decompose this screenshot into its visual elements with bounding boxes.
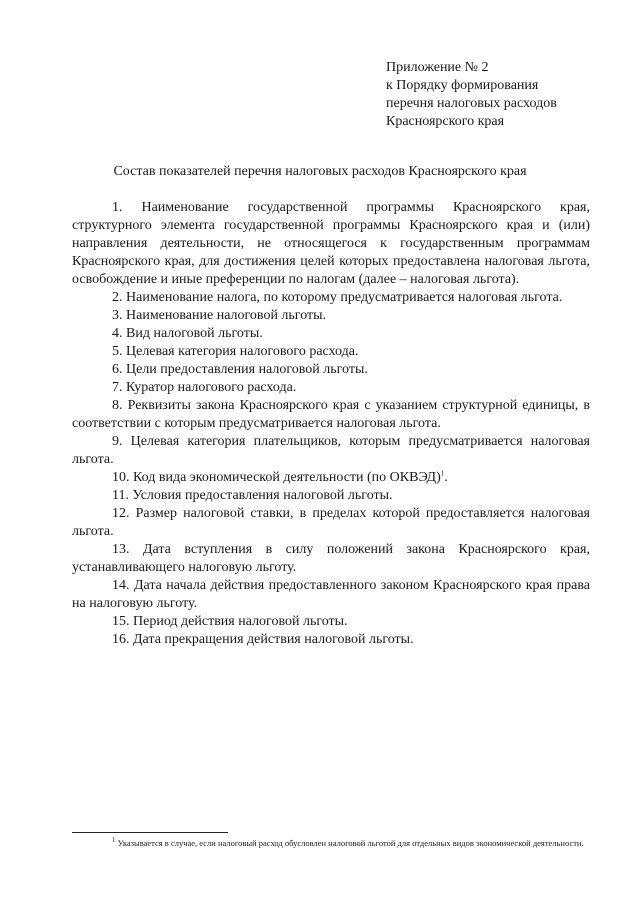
footnote-marker: 1 [112, 836, 116, 845]
list-item: 10. Код вида экономической деятельности (по ОКВЭД)$^1$. [112, 469, 448, 485]
list-item: 1. Наименование государственной программы Красноярского края, структурного элемента государственной программы Красноярского края и (или) направления деятельности, не относящегося к государственным программам Красноярского края, для достижения целей которых предоставлена налоговая льгота, освобождение и иные преференции по налогам (далее – налоговая льгота). [72, 200, 590, 287]
list-item: 6. Цели предоставления налоговой льготы. [112, 362, 368, 377]
indicator-list [72, 199, 590, 649]
list-item: 9. Целевая категория плательщиков, которым предусматривается налоговая льгота. [72, 434, 590, 467]
list-item: 7. Куратор налогового расхода. [112, 380, 297, 395]
list-item: 12. Размер налоговой ставки, в пределах которой предоставляется налоговая льгота. [72, 506, 590, 539]
appendix-line: перечня налоговых расходов [386, 96, 557, 111]
footnote-separator [72, 832, 228, 833]
list-item: 4. Вид налоговой льготы. [112, 326, 263, 341]
list-item: 14. Дата начала действия предоставленного законом Красноярского края права на налоговую льготу. [72, 578, 590, 611]
appendix-line: Приложение № 2 [386, 60, 489, 75]
footnote-text: Указывается в случае, если налоговый расход обусловлен налоговой льготой для отдельных видов экономической деятельности. [117, 838, 584, 848]
list-item: 15. Период действия налоговой льготы. [112, 614, 348, 629]
list-item: 8. Реквизиты закона Красноярского края с указанием структурной единицы, в соответствии с которым предусматривается налоговая льгота. [72, 398, 590, 431]
list-item-text: 10. Код вида экономической деятельности (по ОКВЭД) [112, 470, 441, 485]
appendix-header [386, 59, 557, 131]
footnote [72, 837, 590, 850]
document-title: Состав показателей перечня налоговых расходов Красноярского края [113, 164, 527, 179]
list-item: 5. Целевая категория налогового расхода. [112, 344, 359, 359]
list-item: 13. Дата вступления в силу положений закона Красноярского края, устанавливающего налоговую льготу. [72, 542, 590, 575]
list-item: 11. Условия предоставления налоговой льготы. [112, 488, 393, 503]
list-item: 3. Наименование налоговой льготы. [112, 308, 327, 323]
footnote-reference: 1 [440, 469, 445, 478]
appendix-line: Красноярского края [386, 114, 505, 129]
list-item: 16. Дата прекращения действия налоговой льготы. [112, 632, 414, 647]
list-item: 2. Наименование налога, по которому предусматривается налоговая льгота. [112, 290, 563, 305]
appendix-line: к Порядку формирования [386, 78, 539, 93]
